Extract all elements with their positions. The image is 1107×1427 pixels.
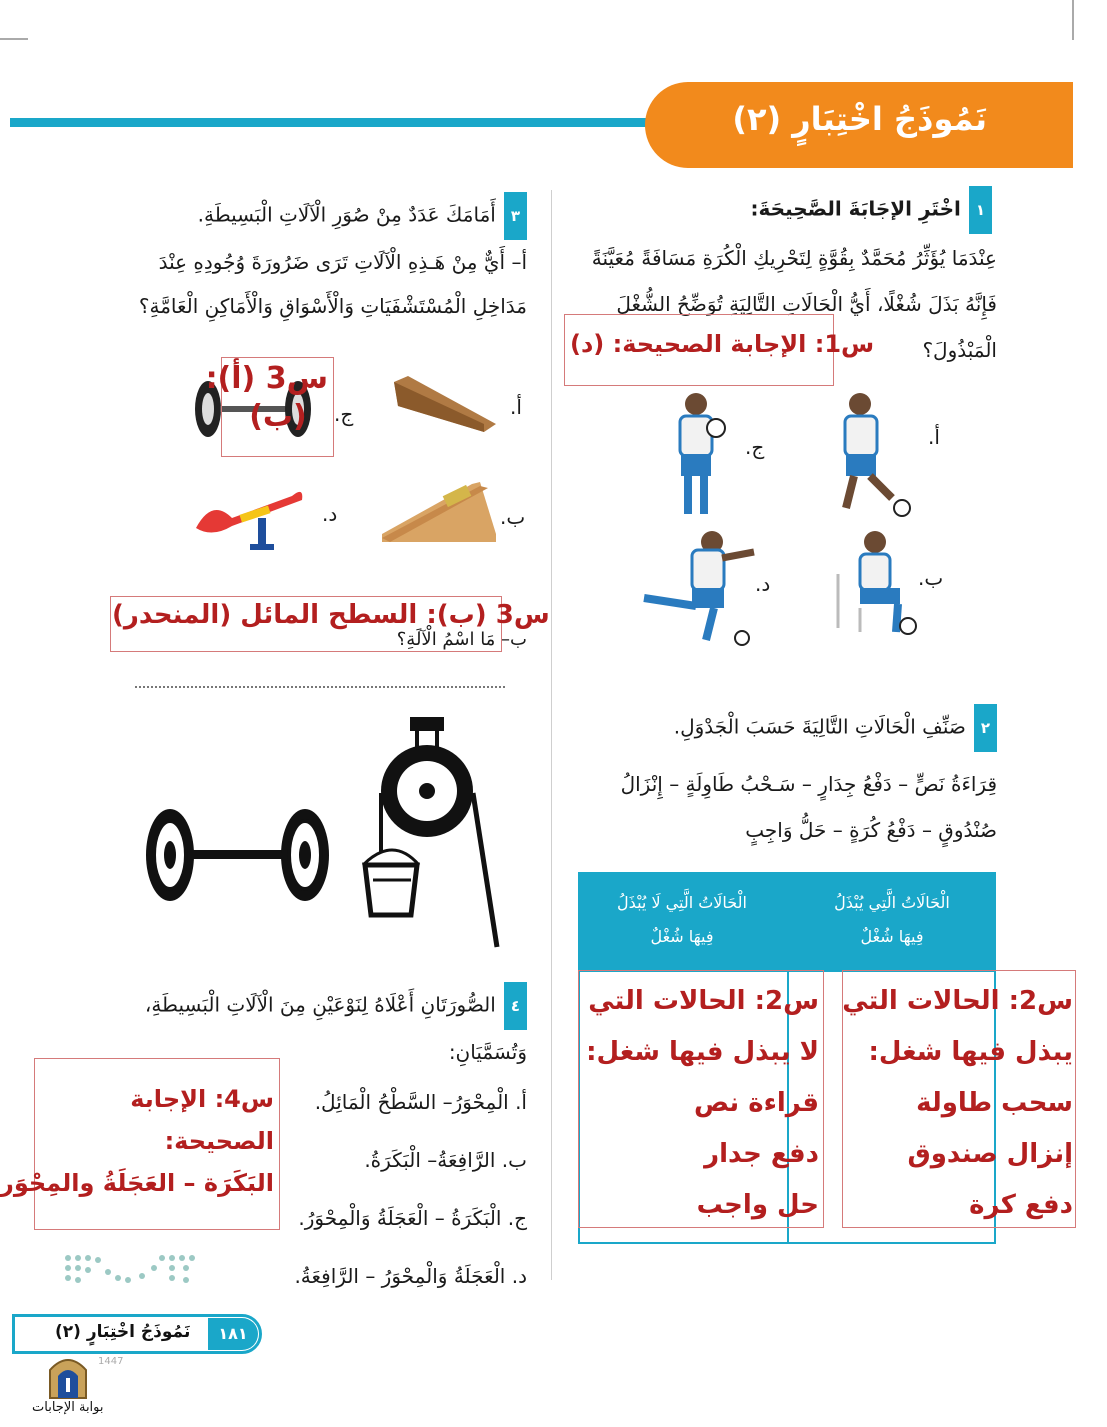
- q1-line-2: عِنْدَمَا يُؤَثِّرُ مُحَمَّدٌ بِقُوَّةٍ لِتَحْرِيكِ الْكُرَةِ مَسَافَةً مُعَيَّنَةً: [591, 246, 997, 270]
- q1-number: ١: [969, 186, 992, 234]
- q2-col1-header-line1: الْحَالَاتُ الَّتِي يُبْذَلُ: [834, 893, 950, 912]
- q4-option-c: ج. الْبَكَرَةُ – الْعَجَلَةُ وَالْمِحْوَرُ.: [298, 1206, 527, 1230]
- footer-title: نَمُوذَجُ اخْتِبَارٍ (٢): [55, 1322, 191, 1342]
- q3-option-a: أ.: [510, 395, 522, 419]
- q3a-answer: [205, 360, 328, 436]
- q1-option-a: أ.: [928, 425, 940, 449]
- q2-col1-header-line2: فِيهَا شُغْلٌ: [860, 927, 924, 946]
- q2-line-3: صُنْدُوقٍ – دَفْعُ كُرَةٍ – حَلُّ وَاجِبٍ: [745, 818, 997, 842]
- q2-col2-answer-line: دفع جدار: [704, 1139, 819, 1169]
- q2-col2-header-line1: الْحَالَاتُ الَّتِي لَا يُبْذَلُ: [617, 893, 747, 912]
- player-holding-ball-image: [660, 390, 740, 520]
- q2-col1-answer-line: سحب طاولة: [916, 1088, 1073, 1118]
- player-kicking-ball-image: [810, 390, 920, 520]
- q4-line-2: وَتُسَمَّيَانِ:: [448, 1040, 527, 1064]
- q2-col1-answer-line: يبذل فيها شغل:: [868, 1037, 1073, 1067]
- q2-col2-answer-line: حل واجب: [696, 1190, 819, 1220]
- q2-col2-answer-line: س2: الحالات التي: [588, 986, 819, 1016]
- header-rule: [10, 118, 660, 127]
- player-sitting-chair-image: [830, 528, 930, 643]
- q4-number: ٤: [504, 982, 527, 1030]
- q1-option-c: ج.: [745, 435, 765, 459]
- q2-col1-answer-line: س2: الحالات التي: [842, 986, 1073, 1016]
- q4-answer: [0, 1078, 274, 1204]
- column-divider: [551, 190, 552, 1280]
- q3-line-2: أ– أَيٌّ مِنْ هَـذِهِ الْآلَاتِ تَرَى ضَرُورَةَ وُجُودِهِ عِنْدَ: [158, 250, 527, 274]
- q2-col1-answer-line: دفع كرة: [969, 1190, 1073, 1220]
- q3a-answer-line2: (ب): [249, 399, 307, 434]
- q1-line-1: اخْتَرِ الإجَابَةَ الصَّحِيحَةَ:: [750, 196, 961, 221]
- q3-heading: [198, 192, 527, 240]
- seesaw-lever-image: [192, 478, 307, 552]
- footer-year: 1447: [98, 1356, 124, 1367]
- q1-option-b: ب.: [918, 566, 944, 590]
- q1-option-d: د.: [755, 572, 771, 596]
- q4-option-d: د. الْعَجَلَةُ وَالْمِحْوَرُ – الرَّافِعَةُ.: [294, 1264, 527, 1288]
- q2-col2-header-line2: فِيهَا شُغْلٌ: [650, 927, 714, 946]
- q3b-answer: س3 (ب): السطح المائل (المنحدر): [112, 600, 550, 630]
- q3a-answer-line1: س3 (أ):: [205, 361, 328, 396]
- q4-answer-line: س4: الإجابة: [130, 1085, 274, 1113]
- q3-line-1: أَمَامَكَ عَدَدٌ مِنْ صُوَرِ الْآلَاتِ الْبَسِيطَةِ.: [197, 202, 496, 227]
- q4-line-1: الصُّورَتَانِ أَعْلَاهُ لِنَوْعَيْنِ مِنَ الْآلَاتِ الْبَسِيطَةِ،: [144, 992, 496, 1017]
- q3-option-c: ج.: [334, 402, 354, 426]
- q2-col2-answer: [586, 976, 819, 1231]
- q2-col1-answer: [842, 976, 1073, 1231]
- wheel-and-axle-image: [140, 800, 335, 910]
- page-title: نَمُوذَجُ اخْتِبَارٍ (٢): [732, 100, 987, 138]
- q4-heading: [145, 982, 527, 1030]
- site-logo-icon: [46, 1352, 90, 1400]
- q3-option-d: د.: [322, 502, 338, 526]
- page-number: ١٨١: [208, 1318, 258, 1350]
- q1-answer: س1: الإجابة الصحيحة: (د): [570, 330, 875, 358]
- q3-number: ٣: [504, 192, 527, 240]
- q2-line-2: قِرَاءَةُ نَصٍّ – دَفْعُ جِدَارٍ – سَـحْبُ طَاوِلَةٍ – إِنْزَالُ: [620, 772, 997, 796]
- ministry-logo-icon: [62, 1250, 202, 1294]
- q4-option-b: ب. الرَّافِعَةُ– الْبَكَرَةُ.: [364, 1148, 527, 1172]
- q1-line-3: فَإِنَّهُ بَذَلَ شُغْلًا، أَيُّ الْحَالَاتِ التَّالِيَةِ تُوَضِّحُ الشُّغْلَ: [616, 292, 997, 316]
- q4-answer-line: الصحيحة:: [164, 1127, 274, 1155]
- q2-number: ٢: [974, 704, 997, 752]
- crop-mark: [0, 38, 28, 40]
- q2-heading: [674, 704, 997, 752]
- q3-option-b: ب.: [500, 505, 526, 529]
- q4-option-a: أ. الْمِحْوَرُ– السَّطْحُ الْمَائِلُ.: [314, 1090, 527, 1114]
- q1-heading: [751, 186, 992, 234]
- q2-col1-answer-line: إنزال صندوق: [907, 1139, 1073, 1169]
- wedge-image: [388, 372, 500, 436]
- q3-line-3: مَدَاخِلِ الْمُسْتَشْفَيَاتِ وَالْأَسْوَاقِ وَالْأَمَاكِنِ الْعَامَّةِ؟: [138, 294, 527, 318]
- pulley-image: [355, 715, 505, 955]
- q1-line-4: الْمَبْذُولَ؟: [922, 338, 997, 362]
- site-name: بوابة الإجابات: [32, 1400, 104, 1415]
- crop-mark: [1072, 0, 1074, 40]
- q2-col2-answer-line: قراءة نص: [693, 1088, 819, 1118]
- q2-col2-answer-line: لا يبذل فيها شغل:: [586, 1037, 819, 1067]
- separator-dots: [135, 686, 505, 688]
- q4-answer-line: البَكَرَة – العَجَلَةُ والمِحْوَر: [0, 1169, 274, 1197]
- q2-line-1: صَنِّفِ الْحَالَاتِ التَّالِيَةَ حَسَبَ الْجَدْوَلِ.: [673, 714, 966, 739]
- q3b-question: ب– مَا اسْمُ الْآلَةِ؟: [396, 629, 527, 650]
- inclined-plane-image: [380, 478, 500, 548]
- player-pushing-image: [630, 530, 760, 650]
